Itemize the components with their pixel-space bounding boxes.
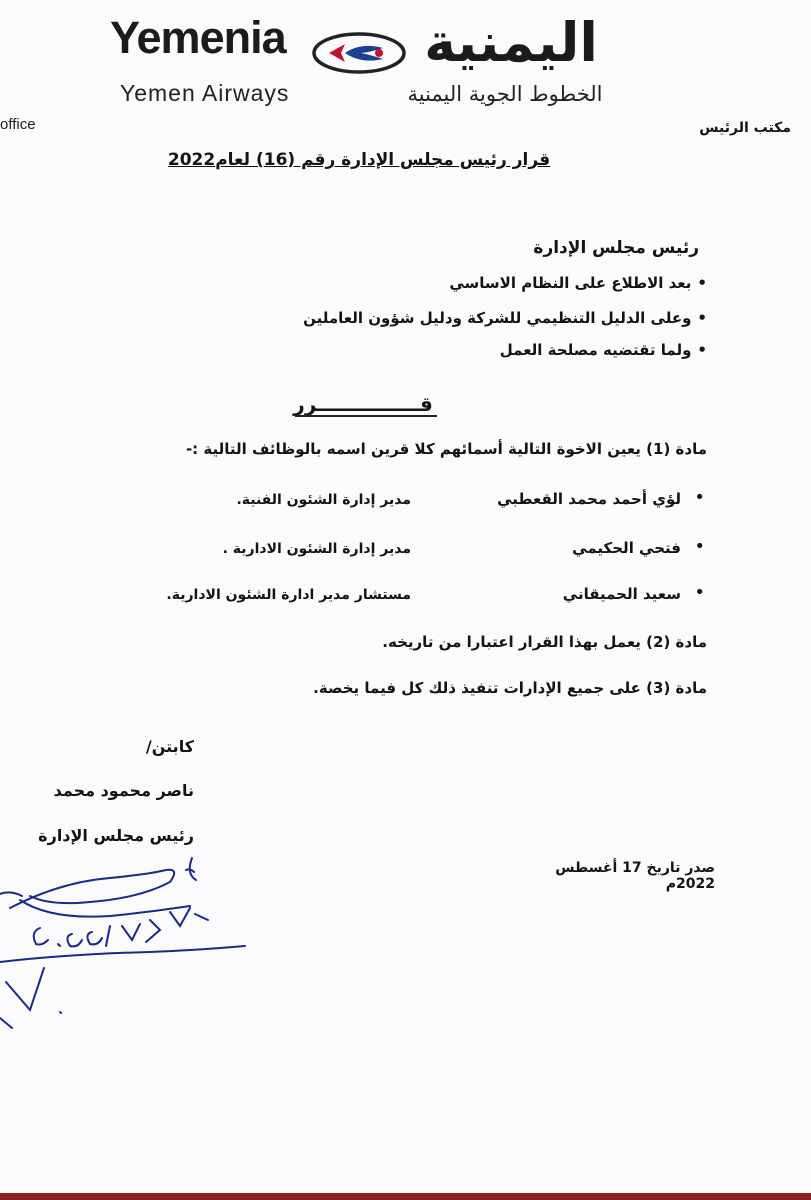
yemenia-bird-logo-icon (311, 30, 407, 76)
office-label-en: office (0, 116, 36, 133)
signatory-role: رئيس مجلس الإدارة (38, 826, 194, 845)
issue-date: صدر تاريخ 17 أغسطس 2022م (555, 860, 715, 892)
bullet-icon: • (697, 341, 707, 359)
decision-title: قرار رئيس مجلس الإدارة رقم (16) لعام2022 (167, 150, 551, 170)
appointee-position: مدير إدارة الشئون الفنية. (236, 492, 411, 508)
brand-name-en: Yemenia (110, 12, 286, 63)
article-2: مادة (2) يعمل بهذا القرار اعتبارا من تاريخه. (382, 633, 707, 651)
appointee-name: سعيد الحميقاني (562, 585, 681, 603)
office-label-ar: مكتب الرئيس (699, 120, 791, 136)
brand-subtitle-ar: الخطوط الجوية اليمنية (407, 82, 603, 106)
brand-subtitle-en: Yemen Airways (120, 80, 290, 106)
bullet-icon: • (694, 536, 705, 557)
appointee-name: لؤي أحمد محمد القعطبي (497, 490, 681, 508)
footer-border (0, 1193, 811, 1200)
bullet-icon: • (694, 487, 705, 508)
signatory-title: كابتن/ (145, 737, 194, 756)
appointee-position: مستشار مدير ادارة الشئون الادارية. (166, 587, 411, 603)
bullet-icon: • (697, 274, 707, 292)
appointee-position: مدير إدارة الشئون الادارية . (222, 541, 411, 557)
preamble-item: •وعلى الدليل التنظيمي للشركة ودليل شؤون العاملين (303, 309, 707, 327)
article-1: مادة (1) يعين الاخوة التالية أسمائهم كلا قرين اسمه بالوظائف التالية :- (185, 440, 707, 458)
decides-heading: قـــــــــــــــرر (293, 392, 433, 416)
brand-name-ar: اليمنية (424, 11, 598, 74)
appointee-name: فتحي الحكيمي (572, 539, 681, 557)
bullet-icon: • (697, 309, 707, 327)
preamble-item: •بعد الاطلاع على النظام الاساسي (449, 274, 707, 292)
preamble-heading: رئيس مجلس الإدارة (533, 238, 699, 258)
signatory-name: ناصر محمود محمد (53, 781, 194, 800)
bullet-icon: • (694, 582, 705, 603)
decides-underline (295, 415, 437, 417)
handwritten-signature (0, 850, 260, 1040)
preamble-item: •ولما تقتضيه مصلحة العمل (499, 341, 707, 359)
article-3: مادة (3) على جميع الإدارات تنفيذ ذلك كل فيما يخصة. (313, 679, 707, 697)
